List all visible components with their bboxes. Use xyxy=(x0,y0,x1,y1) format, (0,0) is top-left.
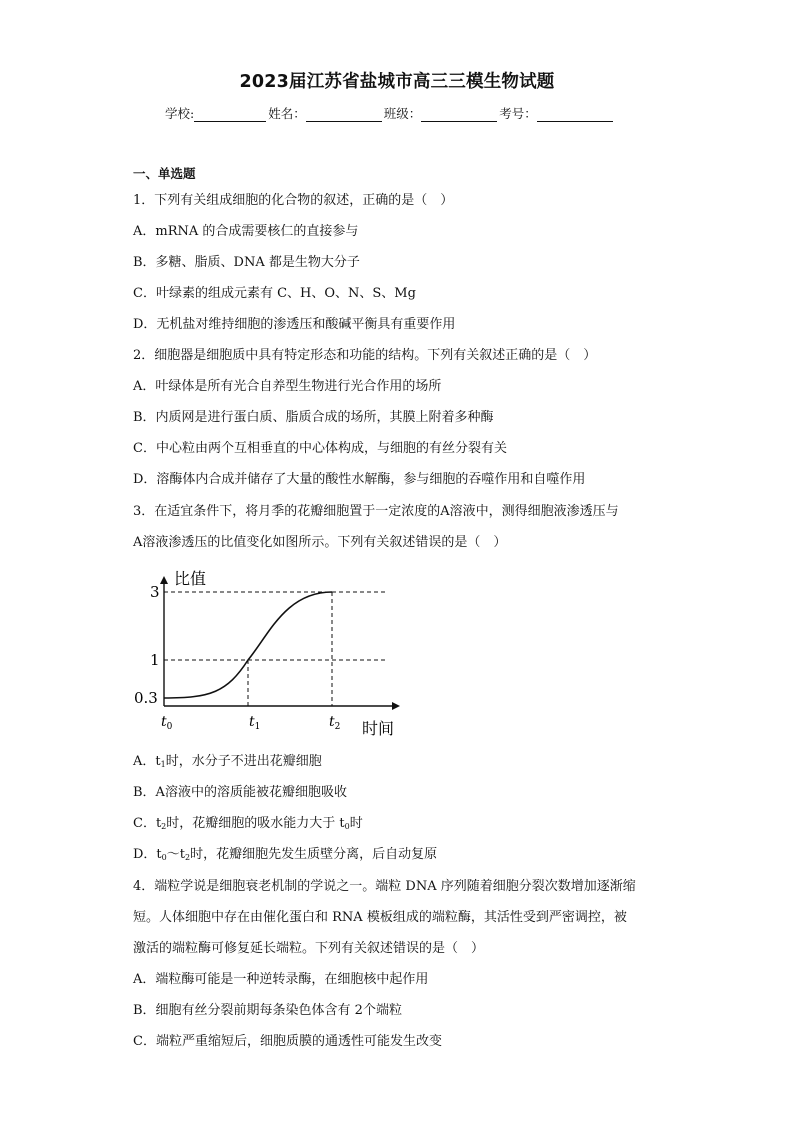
name-label: 姓名： xyxy=(268,106,306,121)
ratio-time-chart xyxy=(130,566,410,738)
y-tick-label: 0.3 xyxy=(134,689,158,707)
q1-option-b: B．多糖、脂质、DNA 都是生物大分子 xyxy=(133,255,360,270)
q2-option-c: C．中心粒由两个互相垂直的中心体构成，与细胞的有丝分裂有关 xyxy=(133,441,507,456)
q1-option-d: D．无机盐对维持细胞的渗透压和酸碱平衡具有重要作用 xyxy=(133,317,456,332)
q2-option-b: B．内质网是进行蛋白质、脂质合成的场所，其膜上附着多种酶 xyxy=(133,410,494,425)
q3-stem-line2: A溶液渗透压的比值变化如图所示。下列有关叙述错误的是（ ） xyxy=(133,535,507,550)
y-axis-label: 比值 xyxy=(174,569,207,588)
q1-option-c: C．叶绿素的组成元素有 C、H、O、N、S、Mg xyxy=(133,286,416,301)
q4-stem-line3: 激活的端粒酶可修复延长端粒。下列有关叙述错误的是（ ） xyxy=(133,941,485,956)
q4-stem-line2: 短。人体细胞中存在由催化蛋白和 RNA 模板组成的端粒酶，其活性受到严密调控，被 xyxy=(133,910,627,925)
school-label: 学校: xyxy=(165,106,195,121)
class-blank[interactable] xyxy=(421,108,497,122)
q3-option-d: D．$t_0\sim t_2$时，花瓣细胞先发生质壁分离，后自动复原 xyxy=(133,847,438,862)
q4-option-a: A．端粒酶可能是一种逆转录酶，在细胞核中起作用 xyxy=(133,972,429,987)
section-heading: 一、单选题 xyxy=(133,166,196,181)
exam-no-blank[interactable] xyxy=(537,108,613,122)
y-tick-label: 1 xyxy=(150,651,160,669)
q1-option-a: A．mRNA 的合成需要核仁的直接参与 xyxy=(133,224,359,239)
x-tick-label: $t_0$ xyxy=(161,714,173,732)
q2-stem: 2．细胞器是细胞质中具有特定形态和功能的结构。下列有关叙述正确的是（ ） xyxy=(133,348,597,363)
x-tick-label: $t_2$ xyxy=(329,714,341,732)
y-tick-label: 3 xyxy=(150,583,160,601)
q4-option-b: B．细胞有丝分裂前期每条染色体含有 2个端粒 xyxy=(133,1003,402,1018)
student-info-row xyxy=(165,104,615,122)
q2-option-d: D．溶酶体内合成并储存了大量的酸性水解酶，参与细胞的吞噬作用和自噬作用 xyxy=(133,472,586,487)
school-blank[interactable] xyxy=(194,108,266,122)
q2-option-a: A．叶绿体是所有光合自养型生物进行光合作用的场所 xyxy=(133,379,442,394)
x-axis-label: 时间 xyxy=(362,719,395,738)
q1-stem: 1．下列有关组成细胞的化合物的叙述，正确的是（ ） xyxy=(133,193,454,208)
q4-stem-line1: 4．端粒学说是细胞衰老机制的学说之一。端粒 DNA 序列随着细胞分裂次数增加逐渐缩 xyxy=(133,879,636,894)
q3-option-a: A．$t_1$时，水分子不进出花瓣细胞 xyxy=(133,754,322,769)
x-tick-label: $t_1$ xyxy=(249,714,261,732)
q3-option-b: B．A溶液中的溶质能被花瓣细胞吸收 xyxy=(133,785,347,800)
exam-no-label: 考号： xyxy=(499,106,537,121)
page-title: 2023届江苏省盐城市高三三模生物试题 xyxy=(239,72,555,92)
q3-stem-line1: 3．在适宜条件下，将月季的花瓣细胞置于一定浓度的A溶液中，测得细胞液渗透压与 xyxy=(133,504,619,519)
name-blank[interactable] xyxy=(306,108,382,122)
q3-option-c: C．$t_2$时，花瓣细胞的吸水能力大于 $t_0$时 xyxy=(133,816,363,831)
class-label: 班级： xyxy=(383,106,422,121)
q4-option-c: C．端粒严重缩短后，细胞质膜的通透性可能发生改变 xyxy=(133,1034,442,1049)
